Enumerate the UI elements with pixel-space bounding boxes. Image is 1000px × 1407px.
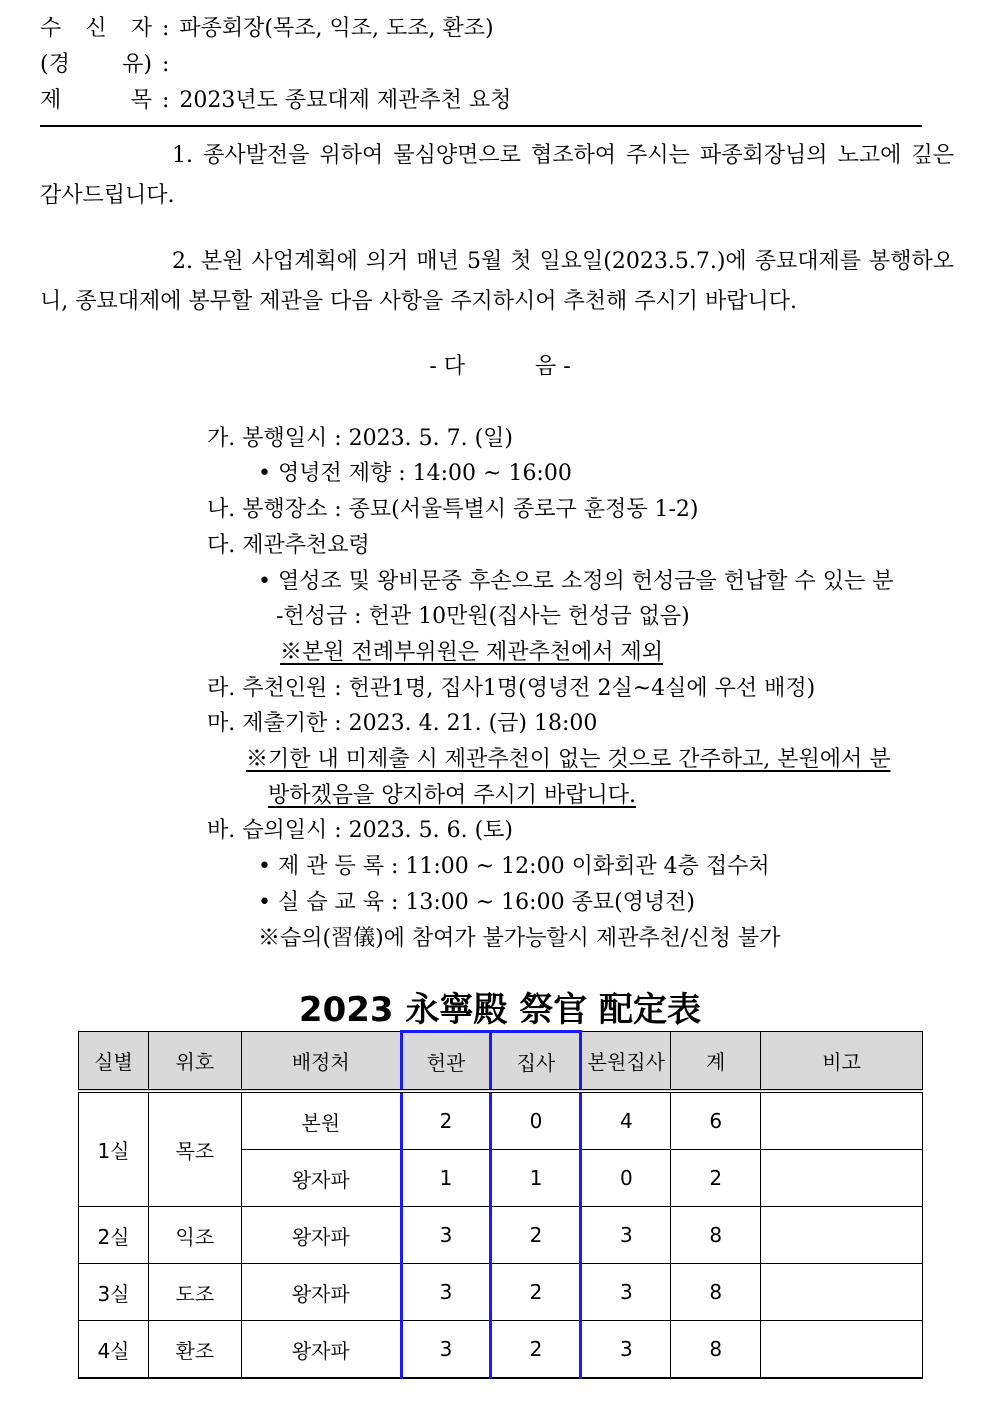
column-header-heongwan: 헌관 <box>401 1032 491 1092</box>
cell-total: 8 <box>671 1207 761 1264</box>
table-row <box>79 1207 923 1264</box>
column-header-total: 계 <box>671 1032 761 1092</box>
column-header-note: 비고 <box>761 1032 923 1092</box>
cell-place: 본원 <box>241 1091 401 1150</box>
cell-note <box>761 1150 923 1207</box>
cell-bonwon-jipsa: 3 <box>581 1207 671 1264</box>
header-divider <box>40 125 922 127</box>
item-ra: 라. 추천인원 : 헌관1명, 집사1명(영녕전 2실~4실에 우선 배정) <box>207 676 816 701</box>
recipient-value: 파종회장(목조, 익조, 도조, 환조) <box>179 16 494 41</box>
item-ga: 가. 봉행일시 : 2023. 5. 7. (일) <box>207 426 514 451</box>
subject-label: 제 목 <box>40 88 152 113</box>
cell-total: 2 <box>671 1150 761 1207</box>
column-header-room: 실별 <box>79 1032 149 1092</box>
cell-note <box>761 1207 923 1264</box>
section-heading: - 다 음 - <box>429 354 571 379</box>
paragraph-1: 1. 종사발전을 위하여 물심양면으로 협조하여 주시는 파종회장님의 노고에 깊은 감사드립니다. <box>40 143 954 208</box>
colon: : <box>162 88 170 113</box>
column-header-place: 배정처 <box>241 1032 401 1092</box>
cell-room: 4실 <box>79 1321 149 1379</box>
item-ba-note: ※습의(習儀)에 참여가 불가능할시 제관추천/신청 불가 <box>258 926 781 951</box>
cell-heongwan: 3 <box>401 1264 491 1321</box>
item-ma-note2: 방하겠음을 양지하여 주시기 바랍니다. <box>268 783 637 808</box>
table-title: 2023 永寧殿 祭官 配定表 <box>298 990 702 1030</box>
cell-place: 왕자파 <box>241 1264 401 1321</box>
cell-ancestor: 도조 <box>148 1264 241 1321</box>
item-da: 다. 제관추천요령 <box>207 533 370 558</box>
cell-room: 2실 <box>79 1207 149 1264</box>
via-line <box>40 50 179 80</box>
table-row <box>79 1091 923 1150</box>
allocation-table <box>78 1030 923 1379</box>
cell-place: 왕자파 <box>241 1150 401 1207</box>
cell-total: 6 <box>671 1091 761 1150</box>
cell-place: 왕자파 <box>241 1207 401 1264</box>
cell-bonwon-jipsa: 3 <box>581 1264 671 1321</box>
colon: : <box>162 52 170 77</box>
cell-ancestor: 환조 <box>148 1321 241 1379</box>
cell-note <box>761 1091 923 1150</box>
table-row <box>79 1264 923 1321</box>
item-ga-sub: • 영녕전 제향 : 14:00 ~ 16:00 <box>258 461 572 486</box>
table-header-row <box>79 1032 923 1092</box>
cell-heongwan: 3 <box>401 1207 491 1264</box>
cell-jipsa: 2 <box>491 1264 581 1321</box>
cell-room: 1실 <box>79 1091 149 1207</box>
column-header-jipsa: 집사 <box>491 1032 581 1092</box>
cell-room: 3실 <box>79 1264 149 1321</box>
cell-total: 8 <box>671 1264 761 1321</box>
item-da-sub1: • 열성조 및 왕비문중 후손으로 소정의 헌성금을 헌납할 수 있는 분 <box>258 569 894 594</box>
paragraph-2: 2. 본원 사업계획에 의거 매년 5월 첫 일요일(2023.5.7.)에 종묘대제를 봉행하오니, 종묘대제에 봉무할 제관을 다음 사항을 주지하시어 추천해 주시기 바랍니다. <box>40 249 954 314</box>
cell-bonwon-jipsa: 4 <box>581 1091 671 1150</box>
cell-jipsa: 1 <box>491 1150 581 1207</box>
via-label: (경 유) <box>40 52 152 77</box>
cell-bonwon-jipsa: 3 <box>581 1321 671 1379</box>
recipient-label: 수 신 자 <box>40 16 152 41</box>
cell-place: 왕자파 <box>241 1321 401 1379</box>
cell-jipsa: 0 <box>491 1091 581 1150</box>
item-na: 나. 봉행장소 : 종묘(서울특별시 종로구 훈정동 1-2) <box>207 497 699 522</box>
item-ma: 마. 제출기한 : 2023. 4. 21. (금) 18:00 <box>207 711 598 736</box>
column-header-ancestor: 위호 <box>148 1032 241 1092</box>
cell-heongwan: 1 <box>401 1150 491 1207</box>
cell-jipsa: 2 <box>491 1207 581 1264</box>
item-ba-sub1: • 제 관 등 록 : 11:00 ~ 12:00 이화회관 4층 접수처 <box>258 854 770 879</box>
subject-value: 2023년도 종묘대제 제관추천 요청 <box>179 88 512 113</box>
cell-heongwan: 2 <box>401 1091 491 1150</box>
cell-jipsa: 2 <box>491 1321 581 1379</box>
colon: : <box>162 16 170 41</box>
cell-note <box>761 1321 923 1379</box>
subject-line <box>40 86 511 116</box>
item-da-sub2: -헌성금 : 헌관 10만원(집사는 헌성금 없음) <box>276 604 690 629</box>
cell-heongwan: 3 <box>401 1321 491 1379</box>
cell-note <box>761 1264 923 1321</box>
cell-ancestor: 익조 <box>148 1207 241 1264</box>
item-da-note: ※본원 전례부위원은 제관추천에서 제외 <box>280 640 664 665</box>
item-ba: 바. 습의일시 : 2023. 5. 6. (토) <box>207 818 514 843</box>
item-ma-note1: ※기한 내 미제출 시 제관추천이 없는 것으로 간주하고, 본원에서 분 <box>246 747 891 772</box>
item-ba-sub2: • 실 습 교 육 : 13:00 ~ 16:00 종묘(영녕전) <box>258 890 695 915</box>
cell-total: 8 <box>671 1321 761 1379</box>
table-row <box>79 1321 923 1379</box>
cell-ancestor: 목조 <box>148 1091 241 1207</box>
cell-bonwon-jipsa: 0 <box>581 1150 671 1207</box>
column-header-bonwon-jipsa: 본원집사 <box>581 1032 671 1092</box>
recipient-line <box>40 14 494 44</box>
